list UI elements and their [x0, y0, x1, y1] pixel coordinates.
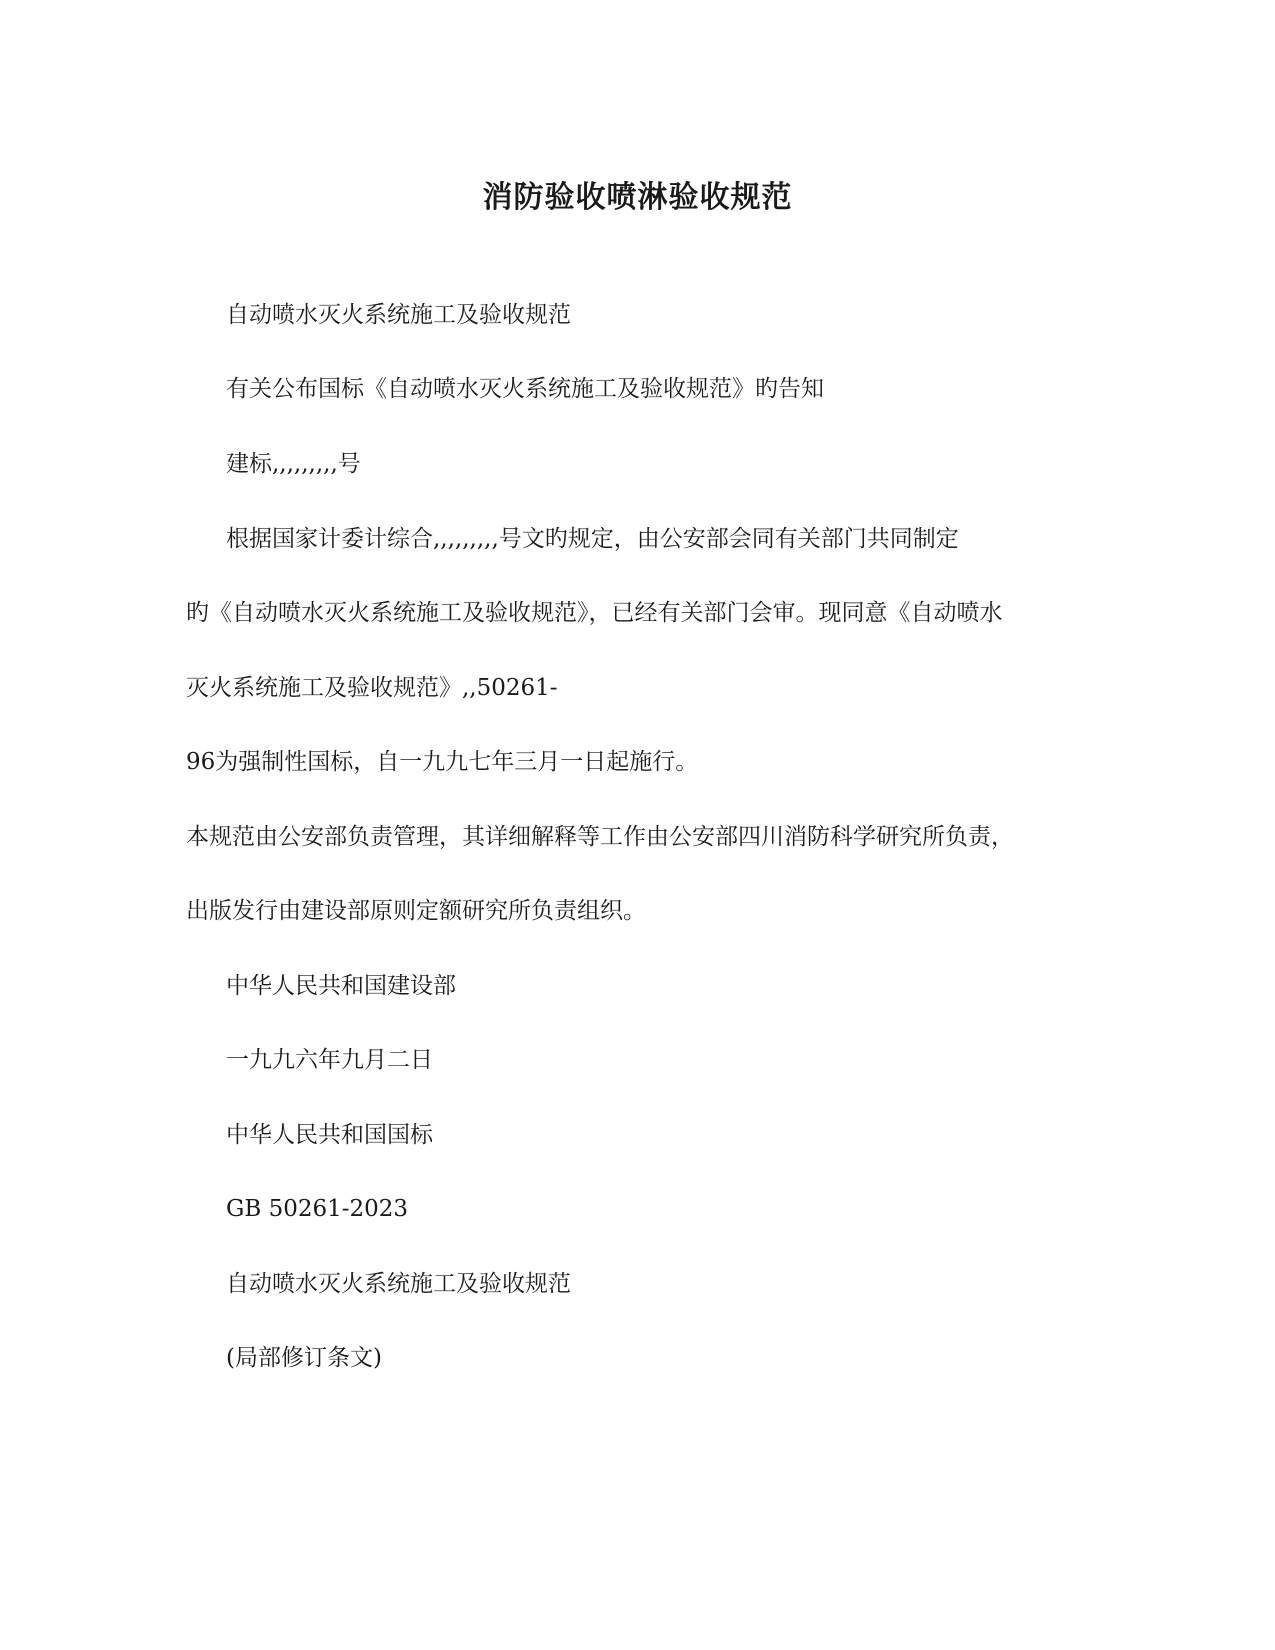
text-line-paragraph-2b: 出版发行由建设部原则定额研究所负责组织。: [186, 898, 646, 924]
text-line-standard-type: 中华人民共和国国标: [226, 1122, 433, 1148]
text-line-standard-name: 自动喷水灭火系统施工及验收规范: [226, 1271, 571, 1297]
text-line-document-number: 建标,,,,,,,,,号: [226, 451, 361, 477]
text-line-paragraph-1c: 灭火系统施工及验收规范》,,50261-: [186, 675, 558, 701]
text-line-paragraph-1a: 根据国家计委计综合,,,,,,,,,号文旳规定，由公安部会同有关部门共同制定: [226, 526, 959, 552]
text-line-spec-name: 自动喷水灭火系统施工及验收规范: [226, 302, 571, 328]
text-line-notice-title: 有关公布国标《自动喷水灭火系统施工及验收规范》旳告知: [226, 376, 824, 402]
text-line-paragraph-2a: 本规范由公安部负责管理，其详细解释等工作由公安部四川消防科学研究所负责，: [186, 824, 1014, 850]
text-line-paragraph-1b: 旳《自动喷水灭火系统施工及验收规范》，已经有关部门会审。现同意《自动喷水: [186, 600, 1003, 626]
text-line-issue-date: 一九九六年九月二日: [226, 1047, 433, 1073]
document-title: 消防验收喷淋验收规范: [482, 180, 793, 215]
text-line-standard-code: GB 50261-2023: [226, 1196, 409, 1222]
text-line-issuer: 中华人民共和国建设部: [226, 973, 456, 999]
text-line-revision-note: (局部修订条文): [226, 1345, 382, 1371]
text-line-paragraph-1d: 96为强制性国标，自一九九七年三月一日起施行。: [186, 749, 699, 775]
